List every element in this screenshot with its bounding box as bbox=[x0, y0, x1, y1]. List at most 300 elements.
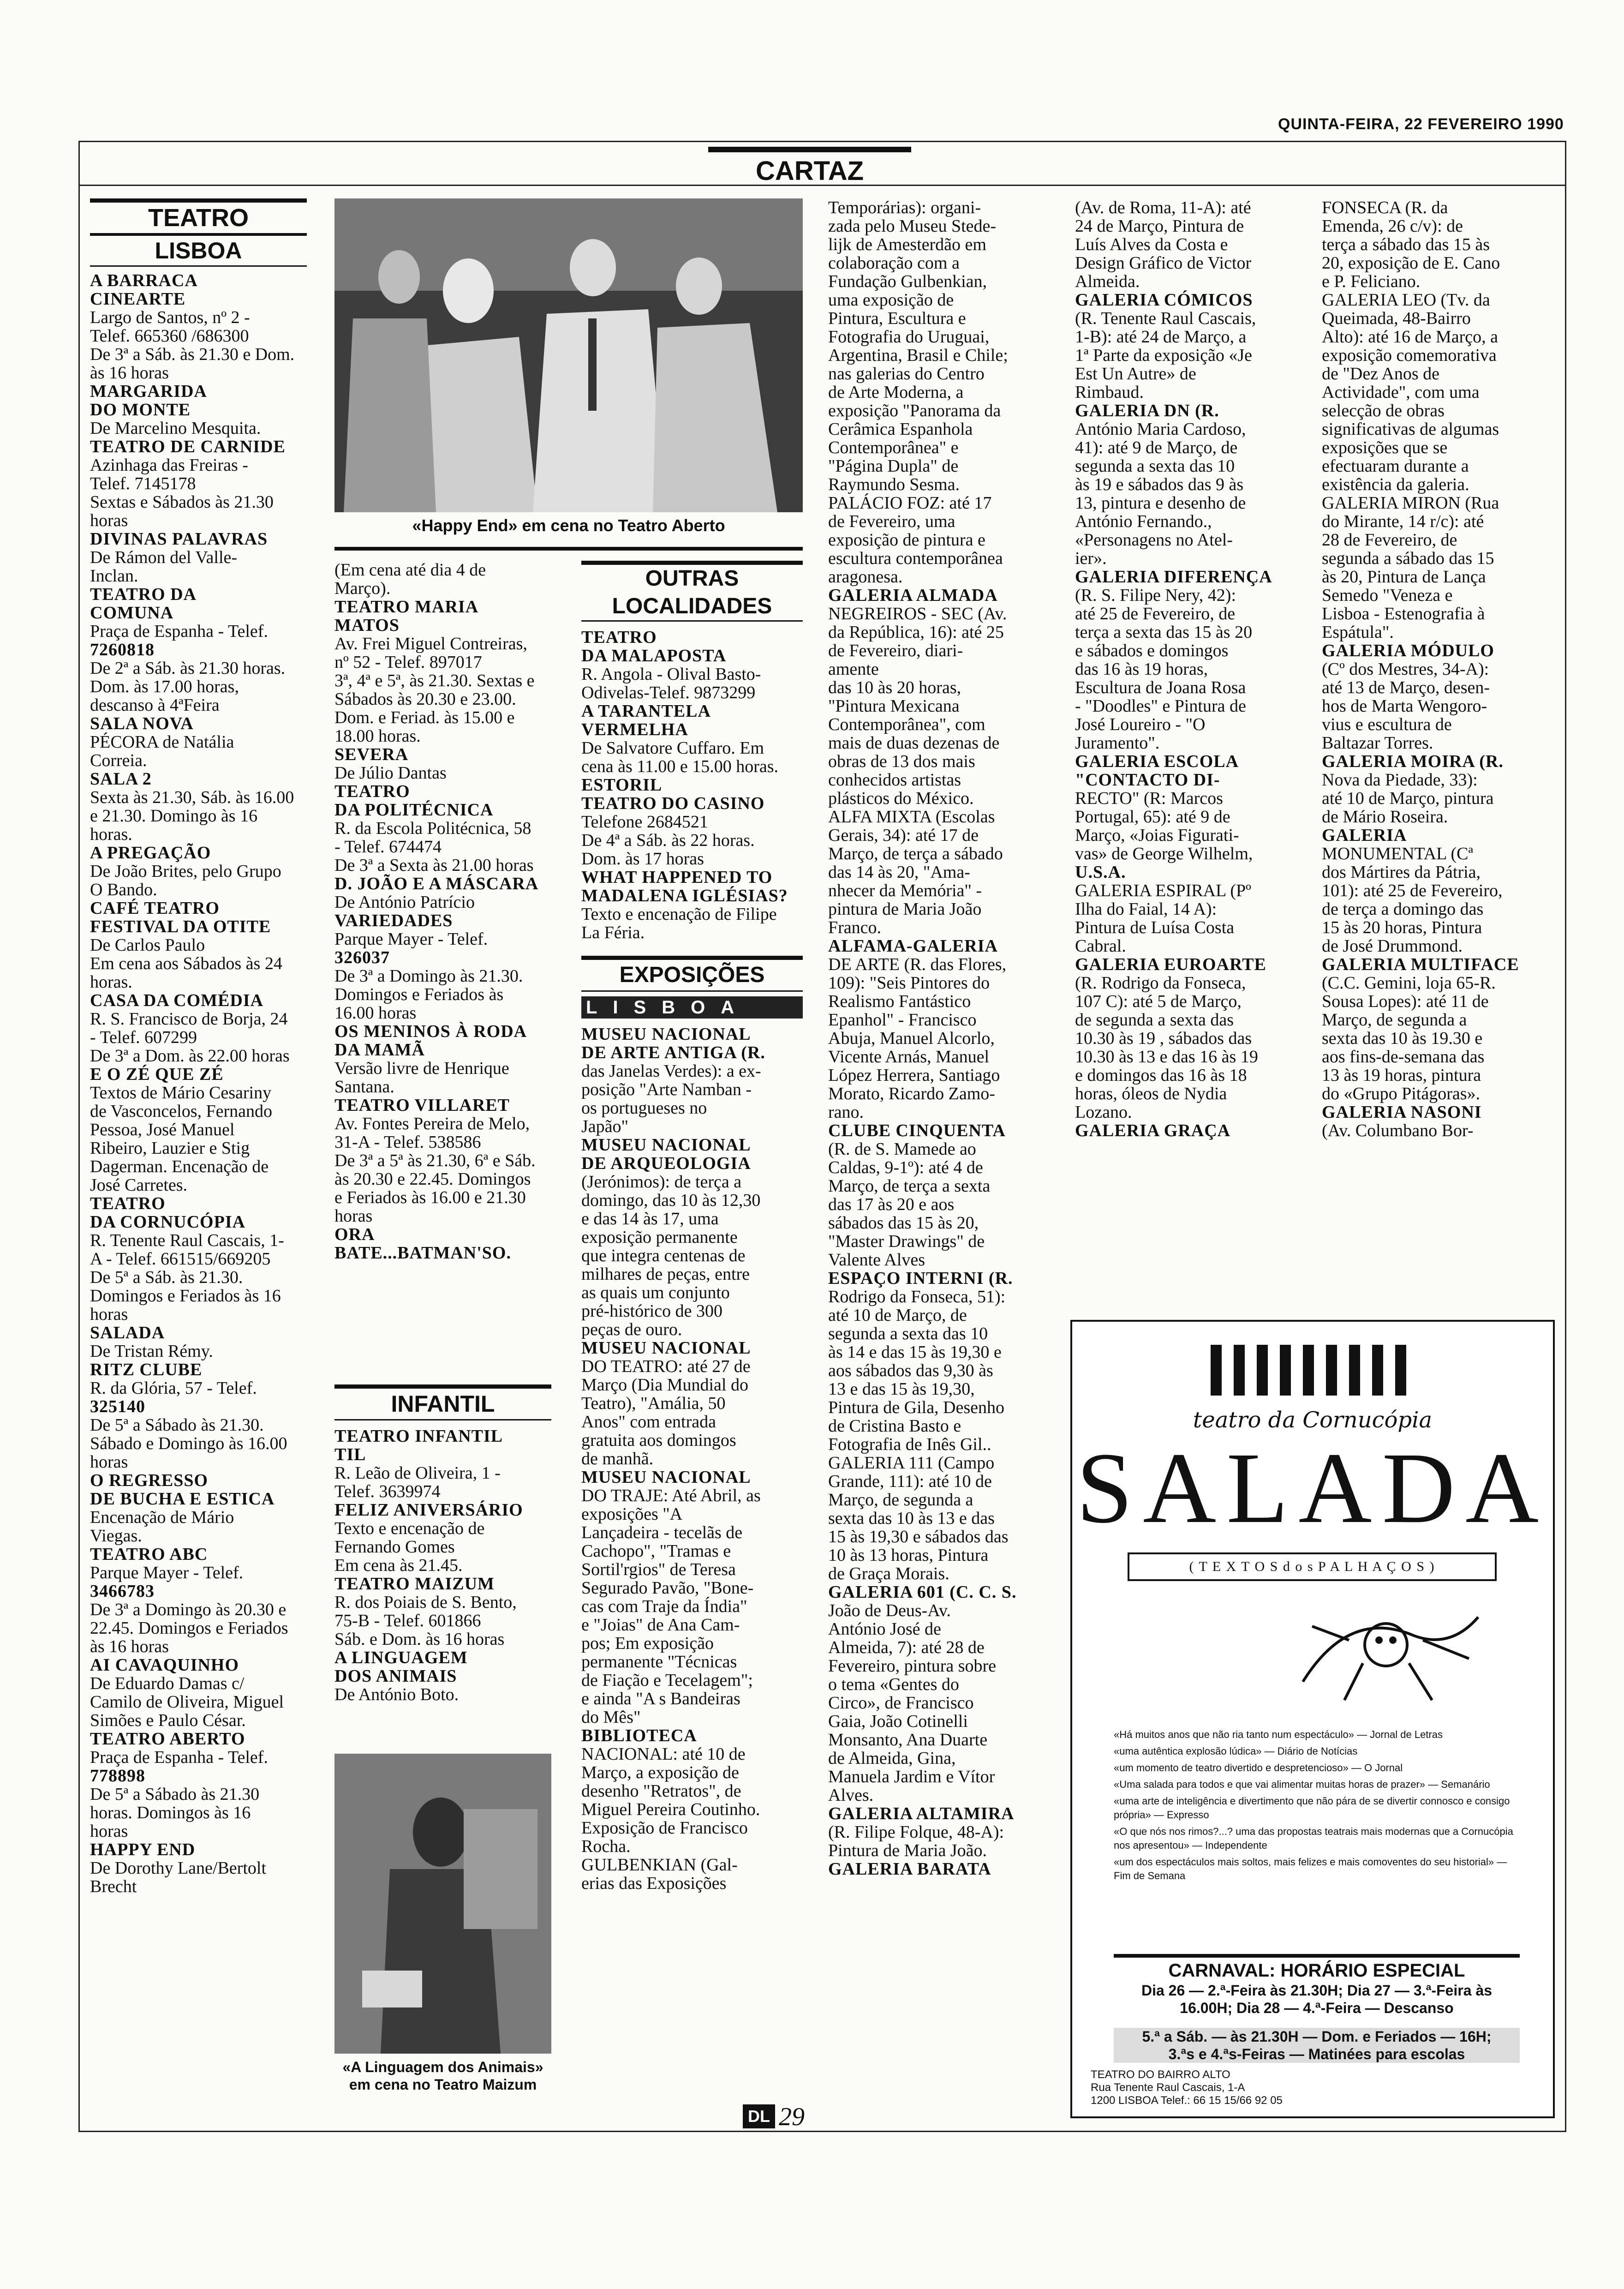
listing-line: Alto): até 16 de Março, a bbox=[1322, 327, 1498, 347]
listing-line: colaboração com a bbox=[828, 253, 960, 273]
listing-line: segunda a sexta das 10 bbox=[1075, 456, 1235, 476]
teatro-listing-2 bbox=[334, 561, 551, 1262]
listing-line: Domingos e Feriados às bbox=[334, 985, 504, 1004]
listing-line: 107 C): até 5 de Março, bbox=[1075, 992, 1242, 1011]
listing-line: Contemporânea", com bbox=[828, 715, 985, 734]
listing-line: Março, de terça a sexta bbox=[828, 1176, 991, 1196]
listing-line: De António Patrício bbox=[334, 893, 475, 912]
listing-line: 28 de Fevereiro, de bbox=[1322, 530, 1457, 550]
listing-line: GALERIA ESCOLA bbox=[1075, 752, 1239, 771]
listing-line: MUSEU NACIONAL bbox=[581, 1025, 751, 1044]
ad-quote: «uma arte de inteligência e divertimento que não pára de se divertir connosco e consigo própria» — Expresso bbox=[1114, 1795, 1510, 1821]
listing-line: Dom. às 17.00 horas, bbox=[90, 677, 239, 696]
ad-schedule bbox=[1114, 1982, 1520, 2017]
listing-line: TEATRO DA bbox=[90, 585, 197, 604]
listing-line: (R. Filipe Folque, 48-A): bbox=[828, 1822, 1004, 1842]
listing-line: até 10 de Março, pintura bbox=[1322, 789, 1494, 808]
listing-line: de Fevereiro, uma bbox=[828, 512, 955, 531]
listing-line: De Júlio Dantas bbox=[334, 763, 447, 783]
listing-line: mais de duas dezenas de bbox=[828, 733, 1000, 753]
listing-line: José Loureiro - "O bbox=[1075, 715, 1206, 734]
listing-line: GALERIA DIFERENÇA bbox=[1075, 567, 1272, 587]
listing-line: Lozano. bbox=[1075, 1103, 1132, 1122]
listing-line: WHAT HAPPENED TO bbox=[581, 868, 773, 887]
listing-line: MUSEU NACIONAL bbox=[581, 1338, 751, 1358]
listing-line: Teatro), "Amália, 50 bbox=[581, 1394, 726, 1413]
listing-line: A PREGAÇÃO bbox=[90, 843, 211, 863]
listing-line: de terça a domingo das bbox=[1322, 899, 1484, 919]
listing-line: Sábados às 20.30 e 23.00. bbox=[334, 689, 516, 709]
galerias-listing-1 bbox=[828, 198, 1050, 1878]
listing-line: pintura de Maria João bbox=[828, 899, 982, 919]
listing-line: TEATRO ABERTO bbox=[90, 1729, 245, 1749]
listing-line: e domingos das 16 às 18 bbox=[1075, 1066, 1247, 1085]
listing-line: MADALENA IGLÉSIAS? bbox=[581, 886, 788, 905]
listing-line: Viegas. bbox=[90, 1526, 142, 1546]
column-galerias-2 bbox=[1075, 198, 1301, 1288]
listing-line: (Av. Columbano Bor- bbox=[1322, 1121, 1474, 1140]
listing-line: de Arte Moderna, a bbox=[828, 383, 964, 402]
listing-line: até 25 de Fevereiro, de bbox=[1075, 604, 1236, 623]
listing-line: 325140 bbox=[90, 1397, 145, 1416]
listing-line: Almeida. bbox=[1075, 272, 1140, 291]
listing-line: Versão livre de Henrique bbox=[334, 1059, 509, 1078]
listing-line: horas. bbox=[90, 825, 132, 844]
listing-line: amente bbox=[828, 659, 879, 679]
listing-line: cas com Traje da Índia" bbox=[581, 1597, 747, 1616]
listing-line: até 10 de Março, de bbox=[828, 1306, 967, 1325]
listing-line: Texto e encenação de bbox=[334, 1519, 485, 1538]
listing-line: VERMELHA bbox=[581, 720, 688, 739]
listing-line: (R. S. Filipe Nery, 42): bbox=[1075, 586, 1236, 605]
listing-line: Dom. às 17 horas bbox=[581, 849, 704, 869]
listing-line: - "Doodles" e Pintura de bbox=[1075, 696, 1246, 716]
listing-line: 10.30 às 19 , sábados das bbox=[1075, 1029, 1252, 1048]
outras-listing bbox=[581, 628, 803, 942]
listing-line: De 3ª a Sexta às 21.00 horas bbox=[334, 856, 534, 875]
listing-line: GALERIA BARATA bbox=[828, 1859, 991, 1879]
listing-line: às 19 e sábados das 9 às bbox=[1075, 475, 1244, 494]
listing-line: Queimada, 48-Bairro bbox=[1322, 309, 1471, 328]
listing-line: Em cena aos Sábados às 24 bbox=[90, 954, 282, 973]
ad-quotes-list bbox=[1114, 1728, 1520, 1883]
listing-line: TEATRO INFANTIL bbox=[334, 1426, 503, 1446]
listing-line: TEATRO ABC bbox=[90, 1545, 208, 1564]
happy-end-photo-art bbox=[334, 198, 803, 512]
listing-line: Ilha do Faial, 14 A): bbox=[1075, 899, 1217, 919]
listing-line: Março, de terça a sábado bbox=[828, 844, 1003, 863]
listing-line: Caldas, 9-1º): até 4 de bbox=[828, 1158, 983, 1177]
listing-line: E O ZÉ QUE ZÉ bbox=[90, 1065, 224, 1084]
listing-line: 16.00 horas bbox=[334, 1003, 417, 1023]
listing-line: Contemporânea" e bbox=[828, 438, 959, 457]
ad-subtitle: ( T E X T O S d o s P A L H A Ç O S ) bbox=[1128, 1552, 1497, 1581]
listing-line: Sexta às 21.30, Sáb. às 16.00 bbox=[90, 788, 294, 807]
listing-line: de José Drummond. bbox=[1322, 936, 1463, 956]
listing-line: Sábado e Domingo às 16.00 bbox=[90, 1434, 287, 1453]
listing-line: 22.45. Domingos e Feriados bbox=[90, 1618, 288, 1638]
ad-regular-line: 3.ªs e 4.ªs-Feiras — Matinées para escolas bbox=[1168, 2046, 1465, 2062]
listing-line: 10.30 às 13 e das 16 às 19 bbox=[1075, 1047, 1258, 1067]
listing-line: Brecht bbox=[90, 1877, 137, 1896]
listing-line: horas, óleos de Nydia bbox=[1075, 1084, 1227, 1103]
listing-line: (R. Rodrigo da Fonseca, bbox=[1075, 973, 1246, 993]
listing-line: nhecer da Memória" - bbox=[828, 881, 982, 900]
listing-line: De 3ª a Domingo às 20.30 e bbox=[90, 1600, 287, 1619]
listing-line: De Eduardo Damas c/ bbox=[90, 1674, 245, 1693]
listing-line: terça a sábado das 15 às bbox=[1322, 235, 1490, 254]
listing-line: Almeida, 7): até 28 de bbox=[828, 1638, 985, 1657]
listing-line: Japão" bbox=[581, 1117, 629, 1136]
listing-line: R. Angola - Olival Basto- bbox=[581, 665, 761, 684]
listing-line: TEATRO DO CASINO bbox=[581, 794, 765, 813]
listing-line: Vicente Arnás, Manuel bbox=[828, 1047, 990, 1067]
listing-line: TEATRO bbox=[90, 1194, 166, 1213]
lisboa-title: LISBOA bbox=[90, 234, 307, 267]
listing-line: de "Dez Anos de bbox=[1322, 364, 1440, 383]
section-title: CARTAZ bbox=[708, 147, 911, 190]
listing-line: De João Brites, pelo Grupo bbox=[90, 862, 281, 881]
listing-line: Azinhaga das Freiras - bbox=[90, 455, 248, 475]
listing-line: nas galerias do Centro bbox=[828, 364, 985, 383]
salada-ad bbox=[1070, 1320, 1555, 2118]
listing-line: Baltazar Torres. bbox=[1322, 733, 1433, 753]
listing-line: 31-A - Telef. 538586 bbox=[334, 1133, 481, 1152]
linguagem-caption: «A Linguagem dos Animais» em cena no Teatro Maizum bbox=[342, 2059, 543, 2093]
listing-line: as quais um conjunto bbox=[581, 1283, 730, 1302]
listing-line: das 17 às 20 e aos bbox=[828, 1195, 955, 1214]
listing-line: López Herrera, Santiago bbox=[828, 1066, 1000, 1085]
listing-line: Grande, 111): até 10 de bbox=[828, 1472, 992, 1491]
outras-localidades-title: OUTRAS LOCALIDADES bbox=[581, 561, 803, 622]
listing-line: De 3ª a Domingo às 21.30. bbox=[334, 966, 523, 986]
listing-line: Odivelas-Telef. 9873299 bbox=[581, 683, 756, 702]
listing-line: Design Gráfico de Victor bbox=[1075, 253, 1252, 273]
listing-line: GALERIA ALMADA bbox=[828, 586, 998, 605]
publication-logo: DL bbox=[743, 2104, 775, 2128]
listing-line: (C.C. Gemini, loja 65-R. bbox=[1322, 973, 1496, 993]
listing-line: erias das Exposições bbox=[581, 1874, 727, 1893]
listing-line: Largo de Santos, nº 2 - bbox=[90, 308, 250, 327]
column-galerias-3 bbox=[1322, 198, 1555, 1288]
page-number: 29 bbox=[779, 2103, 805, 2131]
listing-line: do Mirante, 14 r/c): até bbox=[1322, 512, 1484, 531]
listing-line: CINEARTE bbox=[90, 289, 186, 309]
listing-line: desenho "Retratos", de bbox=[581, 1781, 741, 1801]
listing-line: Cabral. bbox=[1075, 936, 1126, 956]
listing-line: aragonesa. bbox=[828, 567, 903, 587]
listing-line: PÉCORA de Natália bbox=[90, 732, 234, 752]
listing-line: Juramento". bbox=[1075, 733, 1160, 753]
listing-line: Parque Mayer - Telef. bbox=[334, 929, 488, 949]
listing-line: (R. de S. Mamede ao bbox=[828, 1139, 976, 1159]
listing-line: efectuaram durante a bbox=[1322, 456, 1469, 476]
listing-line: MARGARIDA bbox=[90, 382, 207, 401]
teatro-title: TEATRO bbox=[90, 198, 307, 234]
listing-line: Alves. bbox=[828, 1786, 874, 1805]
listing-line: exposição "Panorama da bbox=[828, 401, 1001, 420]
ad-quote: «Uma salada para todos e que vai alimentar muitas horas de prazer» — Semanário bbox=[1114, 1779, 1490, 1790]
listing-line: Miguel Pereira Coutinho. bbox=[581, 1800, 760, 1819]
listing-line: Rodrigo da Fonseca, 51): bbox=[828, 1287, 1006, 1306]
listing-line: e "Joias" de Ana Cam- bbox=[581, 1615, 740, 1635]
listing-line: MUSEU NACIONAL bbox=[581, 1135, 751, 1155]
listing-line: Argentina, Brasil e Chile; bbox=[828, 346, 1008, 365]
listing-line: (Jerónimos): de terça a bbox=[581, 1172, 742, 1192]
listing-line: exposições que se bbox=[1322, 438, 1448, 457]
listing-line: TIL bbox=[334, 1445, 366, 1464]
listing-line: DA CORNUCÓPIA bbox=[90, 1212, 246, 1232]
listing-line: De 3ª a 5ª às 21.30, 6ª e Sáb. bbox=[334, 1151, 536, 1170]
listing-line: DOS ANIMAIS bbox=[334, 1666, 457, 1686]
listing-line: GALERIA 111 (Campo bbox=[828, 1453, 995, 1473]
listing-line: Escultura de Joana Rosa bbox=[1075, 678, 1246, 697]
listing-line: RITZ CLUBE bbox=[90, 1360, 203, 1379]
ad-schedule-line: Dia 26 — 2.ª-Feira às 21.30H; Dia 27 — 3.ª-Feira às bbox=[1141, 1982, 1493, 1999]
listing-line: O REGRESSO bbox=[90, 1471, 209, 1490]
listing-line: DE ARQUEOLOGIA bbox=[581, 1154, 751, 1173]
listing-line: Março, de segunda a bbox=[828, 1490, 973, 1510]
listing-line: A - Telef. 661515/669205 bbox=[90, 1249, 271, 1269]
teatro-listing bbox=[90, 271, 307, 1896]
listing-line: Telef. 3639974 bbox=[334, 1482, 441, 1501]
ad-address-line: 1200 LISBOA Telef.: 66 15 15/66 92 05 bbox=[1091, 2094, 1283, 2107]
listing-line: hos de Marta Wengoro- bbox=[1322, 696, 1487, 716]
ad-address-line: Rua Tenente Raul Cascais, 1-A bbox=[1091, 2081, 1245, 2094]
listing-line: R. da Escola Politécnica, 58 bbox=[334, 819, 531, 838]
listing-line: GALERIA 601 (C. C. S. bbox=[828, 1582, 1017, 1602]
listing-line: horas bbox=[90, 1452, 128, 1472]
listing-line: SALADA bbox=[90, 1323, 165, 1342]
listing-line: ESTORIL bbox=[581, 775, 663, 795]
listing-line: A LINGUAGEM bbox=[334, 1648, 468, 1667]
linguagem-photo-art bbox=[334, 1754, 551, 2054]
listing-line: aos fins-de-semana das bbox=[1322, 1047, 1485, 1067]
listing-line: das Janelas Verdes): a ex- bbox=[581, 1061, 761, 1081]
listing-line: - Telef. 674474 bbox=[334, 837, 442, 857]
listing-line: Lisboa - Estenografia à bbox=[1322, 604, 1485, 623]
happy-end-photo bbox=[334, 198, 803, 512]
listing-line: O Bando. bbox=[90, 880, 157, 899]
listing-line: vius e escultura de bbox=[1322, 715, 1452, 734]
listing-line: Pessoa, José Manuel bbox=[90, 1120, 235, 1139]
listing-line: Temporárias): organi- bbox=[828, 198, 981, 217]
listing-line: Simões e Paulo César. bbox=[90, 1711, 246, 1730]
listing-line: R. dos Poiais de S. Bento, bbox=[334, 1593, 517, 1612]
listing-line: rano. bbox=[828, 1103, 864, 1122]
listing-line: Semedo "Veneza e bbox=[1322, 586, 1453, 605]
listing-line: GALERIA ESPIRAL (Pº bbox=[1075, 881, 1251, 900]
listing-line: DA POLITÉCNICA bbox=[334, 800, 494, 820]
listing-line: pré-histórico de 300 bbox=[581, 1301, 723, 1321]
listing-line: A TARANTELA bbox=[581, 701, 711, 721]
exposicoes-listing bbox=[581, 1025, 803, 1893]
listing-line: Praça de Espanha - Telef. bbox=[90, 1748, 268, 1767]
listing-line: Inclan. bbox=[90, 566, 138, 586]
listing-line: VARIEDADES bbox=[334, 911, 453, 930]
listing-line: plásticos do México. bbox=[828, 789, 974, 808]
listing-line: de Almeida, Gina, bbox=[828, 1749, 956, 1768]
listing-line: exposições "A bbox=[581, 1504, 683, 1524]
listing-line: De Salvatore Cuffaro. Em bbox=[581, 738, 764, 758]
listing-line: exposição comemorativa bbox=[1322, 346, 1497, 365]
listing-line: BATE...BATMAN'SO. bbox=[334, 1243, 511, 1263]
listing-line: (Av. de Roma, 11-A): até bbox=[1075, 198, 1251, 217]
listing-line: Monsanto, Ana Duarte bbox=[828, 1730, 988, 1750]
listing-line: GALERIA bbox=[1322, 826, 1407, 845]
listing-line: RECTO" (R: Marcos bbox=[1075, 789, 1223, 808]
listing-line: Rocha. bbox=[581, 1837, 631, 1856]
listing-line: às 14 e das 15 às 19,30 e bbox=[828, 1342, 1002, 1362]
listing-line: Gaia, João Cotinelli bbox=[828, 1712, 968, 1731]
listing-line: Março (Dia Mundial do bbox=[581, 1375, 748, 1395]
listing-line: exposição de pintura e bbox=[828, 530, 985, 550]
listing-line: segunda a sábado das 15 bbox=[1322, 549, 1494, 568]
listing-line: De 5ª a Sábado às 21.30 bbox=[90, 1785, 260, 1804]
listing-line: horas bbox=[90, 1822, 128, 1841]
ad-address bbox=[1091, 2068, 1534, 2107]
listing-line: De Tristan Rémy. bbox=[90, 1342, 213, 1361]
listing-line: De 5ª a Sábado às 21.30. bbox=[90, 1415, 264, 1435]
listing-line: Emenda, 26 c/v): de bbox=[1322, 216, 1463, 236]
listing-line: GALERIA DN (R. bbox=[1075, 401, 1219, 420]
listing-line: 13 e das 15 às 19,30, bbox=[828, 1379, 975, 1399]
listing-line: (Cº dos Mestres, 34-A): bbox=[1322, 659, 1489, 679]
listing-line: de Graça Morais. bbox=[828, 1564, 949, 1583]
listing-line: 109): "Seis Pintores do bbox=[828, 973, 990, 993]
listing-line: Fotografia do Uruguai, bbox=[828, 327, 990, 347]
listing-line: 1-B): até 24 de Março, a bbox=[1075, 327, 1247, 347]
listing-line: R. S. Francisco de Borja, 24 bbox=[90, 1009, 288, 1029]
listing-line: GALERIA MIRON (Rua bbox=[1322, 493, 1499, 513]
listing-line: "Master Drawings" de bbox=[828, 1232, 985, 1251]
listing-line: das 16 às 19 horas, bbox=[1075, 659, 1208, 679]
listing-line: Em cena às 21.45. bbox=[334, 1556, 463, 1575]
listing-line: TEATRO bbox=[334, 782, 410, 801]
listing-line: R. Leão de Oliveira, 1 - bbox=[334, 1463, 501, 1483]
listing-line: GALERIA LEO (Tv. da bbox=[1322, 290, 1490, 310]
listing-line: De 2ª a Sáb. às 21.30 horas. bbox=[90, 659, 286, 678]
listing-line: de Fiação e Tecelagem"; bbox=[581, 1671, 753, 1690]
listing-line: Circo», de Francisco bbox=[828, 1693, 974, 1713]
listing-line: De 3ª a Sáb. às 21.30 e Dom. bbox=[90, 345, 295, 364]
listing-line: GALERIA CÓMICOS bbox=[1075, 290, 1253, 310]
listing-line: João de Deus-Av. bbox=[828, 1601, 951, 1620]
ad-quote: «O que nós nos rimos?...? uma das propostas teatrais mais modernas que a Cornucópia nos apresentou» — Independente bbox=[1114, 1826, 1513, 1851]
listing-line: 7260818 bbox=[90, 640, 155, 659]
ad-regular-hours bbox=[1114, 2028, 1520, 2063]
listing-line: sexta das 10 às 13 e das bbox=[828, 1509, 995, 1528]
listing-line: Lançadeira - tecelãs de bbox=[581, 1523, 743, 1542]
listing-line: DA MAMÃ bbox=[334, 1040, 425, 1060]
listing-line: "Página Dupla" de bbox=[828, 456, 959, 476]
listing-line: Actividade", com uma bbox=[1322, 383, 1480, 402]
ad-quote: «um momento de teatro divertido e despretencioso» — O Jornal bbox=[1114, 1762, 1403, 1774]
ad-quote: «um dos espectáculos mais soltos, mais felizes e mais comoventes do seu historial» — Fim de Semana bbox=[1114, 1856, 1507, 1882]
listing-line: Telef. 7145178 bbox=[90, 474, 196, 493]
listing-line: (Em cena até dia 4 de bbox=[334, 561, 486, 580]
listing-line: António José de bbox=[828, 1619, 941, 1639]
listing-line: Cerâmica Espanhola bbox=[828, 419, 973, 439]
listing-line: ier». bbox=[1075, 549, 1107, 568]
listing-line: TEATRO bbox=[581, 628, 657, 647]
listing-line: DO TEATRO: até 27 de bbox=[581, 1357, 751, 1376]
listing-line: De 4ª a Sáb. às 22 horas. bbox=[581, 831, 755, 850]
listing-line: 75-B - Telef. 601866 bbox=[334, 1611, 481, 1630]
listing-line: Exposição de Francisco bbox=[581, 1818, 748, 1838]
listing-line: FESTIVAL DA OTITE bbox=[90, 917, 271, 936]
listing-line: GALERIA NASONI bbox=[1322, 1103, 1482, 1122]
listing-line: horas bbox=[90, 1305, 128, 1324]
listing-line: das 14 às 20, "Ama- bbox=[828, 863, 970, 882]
listing-line: 101): até 25 de Fevereiro, bbox=[1322, 881, 1503, 900]
listing-line: DO MONTE bbox=[90, 400, 191, 419]
listing-line: De António Boto. bbox=[334, 1685, 459, 1704]
listing-line: Sáb. e Dom. às 16 horas bbox=[334, 1630, 505, 1649]
listing-line: Sousa Lopes): até 11 de bbox=[1322, 992, 1489, 1011]
listing-line: 326037 bbox=[334, 948, 390, 967]
listing-line: DIVINAS PALAVRAS bbox=[90, 529, 268, 549]
listing-line: Telef. 665360 /686300 bbox=[90, 326, 249, 346]
listing-line: Telefone 2684521 bbox=[581, 812, 708, 832]
listing-line: 20, exposição de E. Cano bbox=[1322, 253, 1500, 273]
listing-line: HAPPY END bbox=[90, 1840, 196, 1859]
section-rule bbox=[78, 185, 1566, 186]
listing-line: vas» de George Wilhelm, bbox=[1075, 844, 1253, 863]
listing-line: Fotografia de Inês Gil.. bbox=[828, 1435, 991, 1454]
listing-line: CASA DA COMÉDIA bbox=[90, 991, 264, 1010]
listing-line: GALERIA MULTIFACE bbox=[1322, 955, 1519, 974]
listing-line: posição "Arte Namban - bbox=[581, 1080, 752, 1099]
listing-line: U.S.A. bbox=[1075, 863, 1126, 882]
listing-line: horas bbox=[334, 1206, 373, 1226]
listing-line: 18.00 horas. bbox=[334, 726, 421, 746]
listing-line: SALA 2 bbox=[90, 769, 152, 789]
listing-line: Texto e encenação de Filipe bbox=[581, 905, 777, 924]
listing-line: Portugal, 65): até 9 de bbox=[1075, 807, 1230, 827]
listing-line: ALFA MIXTA (Escolas bbox=[828, 807, 995, 827]
galerias-listing-3 bbox=[1322, 198, 1555, 1140]
listing-line: GALERIA MOIRA (R. bbox=[1322, 752, 1504, 771]
listing-line: os portugueses no bbox=[581, 1098, 707, 1118]
listing-line: conhecidos artistas bbox=[828, 770, 961, 790]
listing-line: De 5ª a Sáb. às 21.30. bbox=[90, 1268, 243, 1287]
listing-line: FELIZ ANIVERSÁRIO bbox=[334, 1500, 523, 1520]
listing-line: sexta das 10 às 19.30 e bbox=[1322, 1029, 1483, 1048]
listing-line: domingo, das 10 às 12,30 bbox=[581, 1191, 761, 1210]
listing-line: 3ª, 4ª e 5ª, às 21.30. Sextas e bbox=[334, 671, 535, 690]
ad-quotes bbox=[1114, 1728, 1520, 1886]
listing-line: José Carretes. bbox=[90, 1175, 188, 1195]
listing-line: Av. Frei Miguel Contreiras, bbox=[334, 634, 527, 653]
col2-rule bbox=[334, 547, 803, 551]
linguagem-photo bbox=[334, 1754, 551, 2054]
listing-line: descanso à 4ªFeira bbox=[90, 695, 220, 715]
galerias-listing-2 bbox=[1075, 198, 1301, 1140]
listing-line: Dom. e Feriad. às 15.00 e bbox=[334, 708, 515, 727]
listing-line: DO TRAJE: Até Abril, as bbox=[581, 1486, 761, 1505]
clown-illustration bbox=[1294, 1589, 1487, 1709]
listing-line: 3466783 bbox=[90, 1582, 155, 1601]
listing-line: TEATRO MARIA bbox=[334, 597, 479, 617]
listing-line: às 20.30 e 22.45. Domingos bbox=[334, 1169, 531, 1189]
listing-line: R. Tenente Raul Cascais, 1- bbox=[90, 1231, 284, 1250]
listing-line: MONUMENTAL (Cª bbox=[1322, 844, 1473, 863]
listing-line: Dagerman. Encenação de bbox=[90, 1157, 269, 1176]
listing-line: Textos de Mário Cesariny bbox=[90, 1083, 272, 1103]
listing-line: Março). bbox=[334, 579, 391, 598]
listing-line: às 20, Pintura de Lança bbox=[1322, 567, 1486, 587]
